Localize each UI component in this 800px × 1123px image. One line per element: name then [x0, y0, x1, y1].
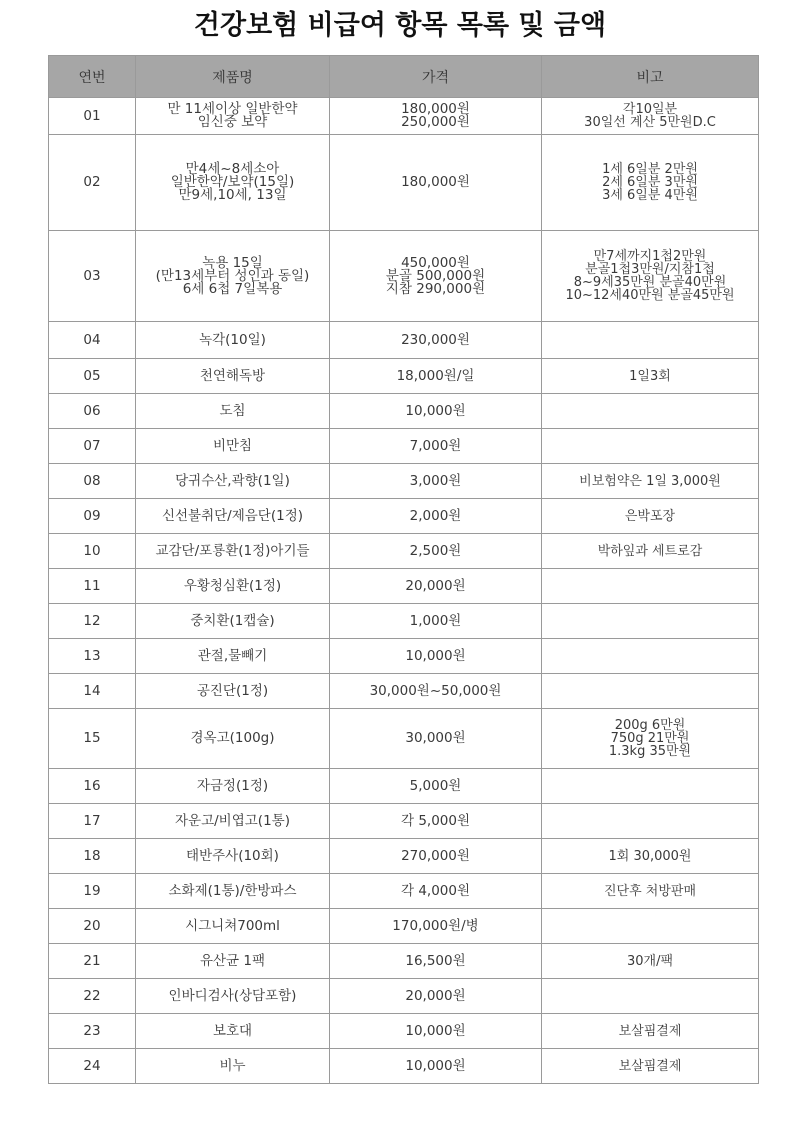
row-number: 04 [49, 322, 136, 359]
product-name-line: 일반한약/보약(15일) [170, 174, 295, 190]
row-number: 01 [49, 98, 136, 135]
note-cell [542, 359, 759, 394]
note-line: 200g 6만원 [614, 718, 686, 733]
price-line: 2,000원 [409, 507, 462, 524]
product-name-line: 임신중 보약 [197, 114, 268, 130]
product-name-cell [136, 639, 330, 674]
product-name-cell [136, 98, 330, 135]
row-number: 18 [49, 839, 136, 874]
product-name-line: 6세 6첩 7일복용 [182, 280, 283, 297]
price-line: 180,000원 [401, 101, 470, 117]
product-name-cell [136, 604, 330, 639]
row-number: 07 [49, 429, 136, 464]
price-line: 30,000원 [405, 730, 466, 746]
price-line: 170,000원/병 [392, 917, 479, 934]
product-name-line: 신선불취단/제음단(1정) [161, 507, 304, 524]
price-cell [330, 98, 542, 135]
note-cell [542, 674, 759, 709]
row-number: 17 [49, 804, 136, 839]
table-row [49, 709, 759, 769]
product-name-line: 자금정(1정) [196, 777, 269, 794]
product-name-cell [136, 464, 330, 499]
note-cell [542, 534, 759, 569]
price-line: 20,000원 [405, 577, 466, 594]
product-name-cell [136, 839, 330, 874]
row-number: 20 [49, 909, 136, 944]
note-line: 분골1첩3만원/지참1첩 [585, 262, 715, 277]
product-name-cell [136, 569, 330, 604]
product-name-cell [136, 135, 330, 231]
product-name-line: 보호대 [212, 1022, 253, 1039]
product-name-line: 태반주사(10회) [186, 847, 279, 864]
note-cell [542, 569, 759, 604]
price-line: 지참 290,000원 [385, 280, 486, 297]
price-line: 30,000원~50,000원 [369, 682, 502, 699]
column-header-name: 제품명 [136, 56, 330, 98]
price-cell [330, 839, 542, 874]
price-cell [330, 499, 542, 534]
price-line: 450,000원 [401, 254, 470, 271]
product-name-cell [136, 394, 330, 429]
product-name-line: 녹각(10일) [199, 331, 266, 348]
row-number: 21 [49, 944, 136, 979]
price-cell [330, 769, 542, 804]
note-cell [542, 394, 759, 429]
price-line: 10,000원 [405, 1057, 466, 1074]
row-number: 10 [49, 534, 136, 569]
price-line: 5,000원 [409, 777, 462, 794]
product-name-line: 경옥고(100g) [190, 730, 275, 746]
note-cell [542, 604, 759, 639]
note-line: 비보험약은 1일 3,000원 [579, 473, 721, 489]
price-line: 10,000원 [405, 1022, 466, 1039]
price-line: 7,000원 [409, 437, 462, 454]
table-row [49, 429, 759, 464]
page-title: 건강보험 비급여 항목 목록 및 금액 [193, 10, 607, 41]
product-name-line: 당귀수산,곽향(1일) [175, 472, 290, 489]
product-name-line: 만 11세이상 일반한약 [167, 101, 298, 117]
column-header-no: 연번 [49, 56, 136, 98]
product-name-cell [136, 231, 330, 322]
note-cell [542, 804, 759, 839]
price-cell [330, 909, 542, 944]
note-cell [542, 1049, 759, 1084]
product-name-line: 천연해독방 [199, 367, 266, 384]
price-line: 18,000원/일 [396, 367, 475, 384]
table-row [49, 874, 759, 909]
table-row [49, 639, 759, 674]
note-line: 보살핌결제 [618, 1023, 682, 1039]
product-name-cell [136, 709, 330, 769]
note-line: 1.3kg 35만원 [608, 744, 692, 759]
price-cell [330, 804, 542, 839]
table-row [49, 534, 759, 569]
row-number: 09 [49, 499, 136, 534]
product-name-line: 도침 [219, 402, 246, 419]
price-cell [330, 639, 542, 674]
note-line: 은박포장 [624, 508, 676, 524]
product-name-line: 교감단/포룡환(1정)아기들 [155, 542, 310, 559]
price-line: 3,000원 [409, 472, 462, 489]
price-line: 180,000원 [401, 174, 470, 190]
product-name-line: 우황청심환(1정) [183, 577, 282, 594]
row-number: 12 [49, 604, 136, 639]
note-line: 1회 30,000원 [608, 848, 692, 864]
table-row [49, 499, 759, 534]
table-row [49, 979, 759, 1014]
product-name-line: 만4세~8세소아 [185, 161, 280, 177]
price-cell [330, 1014, 542, 1049]
table-row [49, 569, 759, 604]
note-cell [542, 769, 759, 804]
price-cell [330, 979, 542, 1014]
price-line: 2,500원 [409, 542, 462, 559]
product-name-line: 유산균 1팩 [199, 952, 266, 969]
note-line: 진단후 처방판매 [603, 883, 697, 899]
product-name-cell [136, 874, 330, 909]
product-name-line: 소화제(1통)/한방파스 [168, 882, 297, 899]
product-name-cell [136, 909, 330, 944]
product-name-cell [136, 429, 330, 464]
product-name-line: 인바디검사(상담포함) [168, 987, 297, 1004]
note-cell [542, 1014, 759, 1049]
price-line: 각 5,000원 [400, 812, 471, 829]
note-cell [542, 499, 759, 534]
price-line: 230,000원 [401, 331, 470, 348]
row-number: 23 [49, 1014, 136, 1049]
product-name-cell [136, 674, 330, 709]
note-line: 30개/팩 [626, 953, 674, 969]
price-cell [330, 322, 542, 359]
price-cell [330, 534, 542, 569]
note-cell [542, 979, 759, 1014]
row-number: 08 [49, 464, 136, 499]
table-row [49, 464, 759, 499]
product-name-cell [136, 979, 330, 1014]
column-header-price: 가격 [330, 56, 542, 98]
table-row [49, 359, 759, 394]
price-line: 각 4,000원 [400, 882, 471, 899]
product-name-cell [136, 1049, 330, 1084]
note-line: 750g 21만원 [610, 731, 690, 746]
product-name-line: 만9세,10세, 13일 [178, 187, 287, 203]
price-cell [330, 359, 542, 394]
price-cell [330, 674, 542, 709]
price-cell [330, 874, 542, 909]
row-number: 14 [49, 674, 136, 709]
table-row [49, 674, 759, 709]
product-name-cell [136, 769, 330, 804]
note-line: 각10일분 [622, 102, 678, 117]
table-body [49, 98, 759, 1084]
note-line: 10~12세40만원 분골45만원 [565, 288, 735, 303]
note-line: 1세 6일분 2만원 [602, 162, 698, 177]
price-line: 10,000원 [405, 647, 466, 664]
note-cell [542, 639, 759, 674]
product-name-line: 녹용 15일 [202, 254, 263, 271]
note-cell [542, 135, 759, 231]
note-line: 만7세까지1첩2만원 [593, 249, 707, 264]
product-name-cell [136, 322, 330, 359]
table-row [49, 909, 759, 944]
table-row [49, 769, 759, 804]
note-line: 박하잎과 세트로감 [597, 543, 703, 559]
note-line: 1일3회 [629, 368, 671, 384]
price-cell [330, 709, 542, 769]
table-header-row [49, 56, 759, 98]
price-cell [330, 944, 542, 979]
row-number: 19 [49, 874, 136, 909]
note-cell [542, 909, 759, 944]
table-row [49, 98, 759, 135]
product-name-line: 공진단(1정) [196, 682, 269, 699]
note-cell [542, 98, 759, 135]
note-cell [542, 429, 759, 464]
price-table [48, 55, 759, 1084]
row-number: 02 [49, 135, 136, 231]
product-name-line: 관절,물빼기 [197, 647, 268, 664]
price-cell [330, 429, 542, 464]
row-number: 03 [49, 231, 136, 322]
price-line: 1,000원 [409, 612, 462, 629]
price-cell [330, 135, 542, 231]
price-cell [330, 604, 542, 639]
row-number: 15 [49, 709, 136, 769]
product-name-line: 비만침 [212, 437, 253, 454]
note-line: 2세 6일분 3만원 [602, 175, 698, 190]
table-row [49, 839, 759, 874]
note-line: 3세 6일분 4만원 [602, 188, 698, 203]
product-name-cell [136, 1014, 330, 1049]
price-line: 분골 500,000원 [385, 267, 486, 284]
table-row [49, 604, 759, 639]
note-line: 보살핌결제 [618, 1058, 682, 1074]
price-cell [330, 1049, 542, 1084]
product-name-line: 중치환(1캡슐) [190, 612, 275, 629]
product-name-cell [136, 359, 330, 394]
table-row [49, 322, 759, 359]
row-number: 22 [49, 979, 136, 1014]
price-cell [330, 464, 542, 499]
row-number: 16 [49, 769, 136, 804]
note-line: 8~9세35만원 분골40만원 [573, 275, 727, 290]
product-name-line: (만13세부터 성인과 동일) [155, 267, 310, 284]
table-row [49, 394, 759, 429]
product-name-cell [136, 804, 330, 839]
price-line: 10,000원 [405, 402, 466, 419]
price-cell [330, 569, 542, 604]
note-line: 30일선 계산 5만원D.C [584, 115, 716, 130]
note-cell [542, 709, 759, 769]
table-row [49, 944, 759, 979]
price-line: 20,000원 [405, 987, 466, 1004]
note-cell [542, 839, 759, 874]
note-cell [542, 464, 759, 499]
product-name-line: 비누 [219, 1057, 246, 1074]
table-row [49, 1049, 759, 1084]
price-line: 250,000원 [401, 114, 470, 130]
product-name-cell [136, 499, 330, 534]
price-line: 270,000원 [401, 847, 470, 864]
product-name-cell [136, 944, 330, 979]
column-header-note: 비고 [542, 56, 759, 98]
note-cell [542, 944, 759, 979]
row-number: 05 [49, 359, 136, 394]
table-row [49, 804, 759, 839]
price-cell [330, 231, 542, 322]
table-row [49, 231, 759, 322]
note-cell [542, 322, 759, 359]
table-row [49, 135, 759, 231]
row-number: 13 [49, 639, 136, 674]
product-name-line: 시그니쳐700ml [185, 917, 280, 934]
table-row [49, 1014, 759, 1049]
price-cell [330, 394, 542, 429]
product-name-line: 자운고/비엽고(1통) [175, 812, 290, 829]
note-cell [542, 231, 759, 322]
note-cell [542, 874, 759, 909]
row-number: 24 [49, 1049, 136, 1084]
product-name-cell [136, 534, 330, 569]
row-number: 11 [49, 569, 136, 604]
row-number: 06 [49, 394, 136, 429]
price-line: 16,500원 [405, 952, 466, 969]
